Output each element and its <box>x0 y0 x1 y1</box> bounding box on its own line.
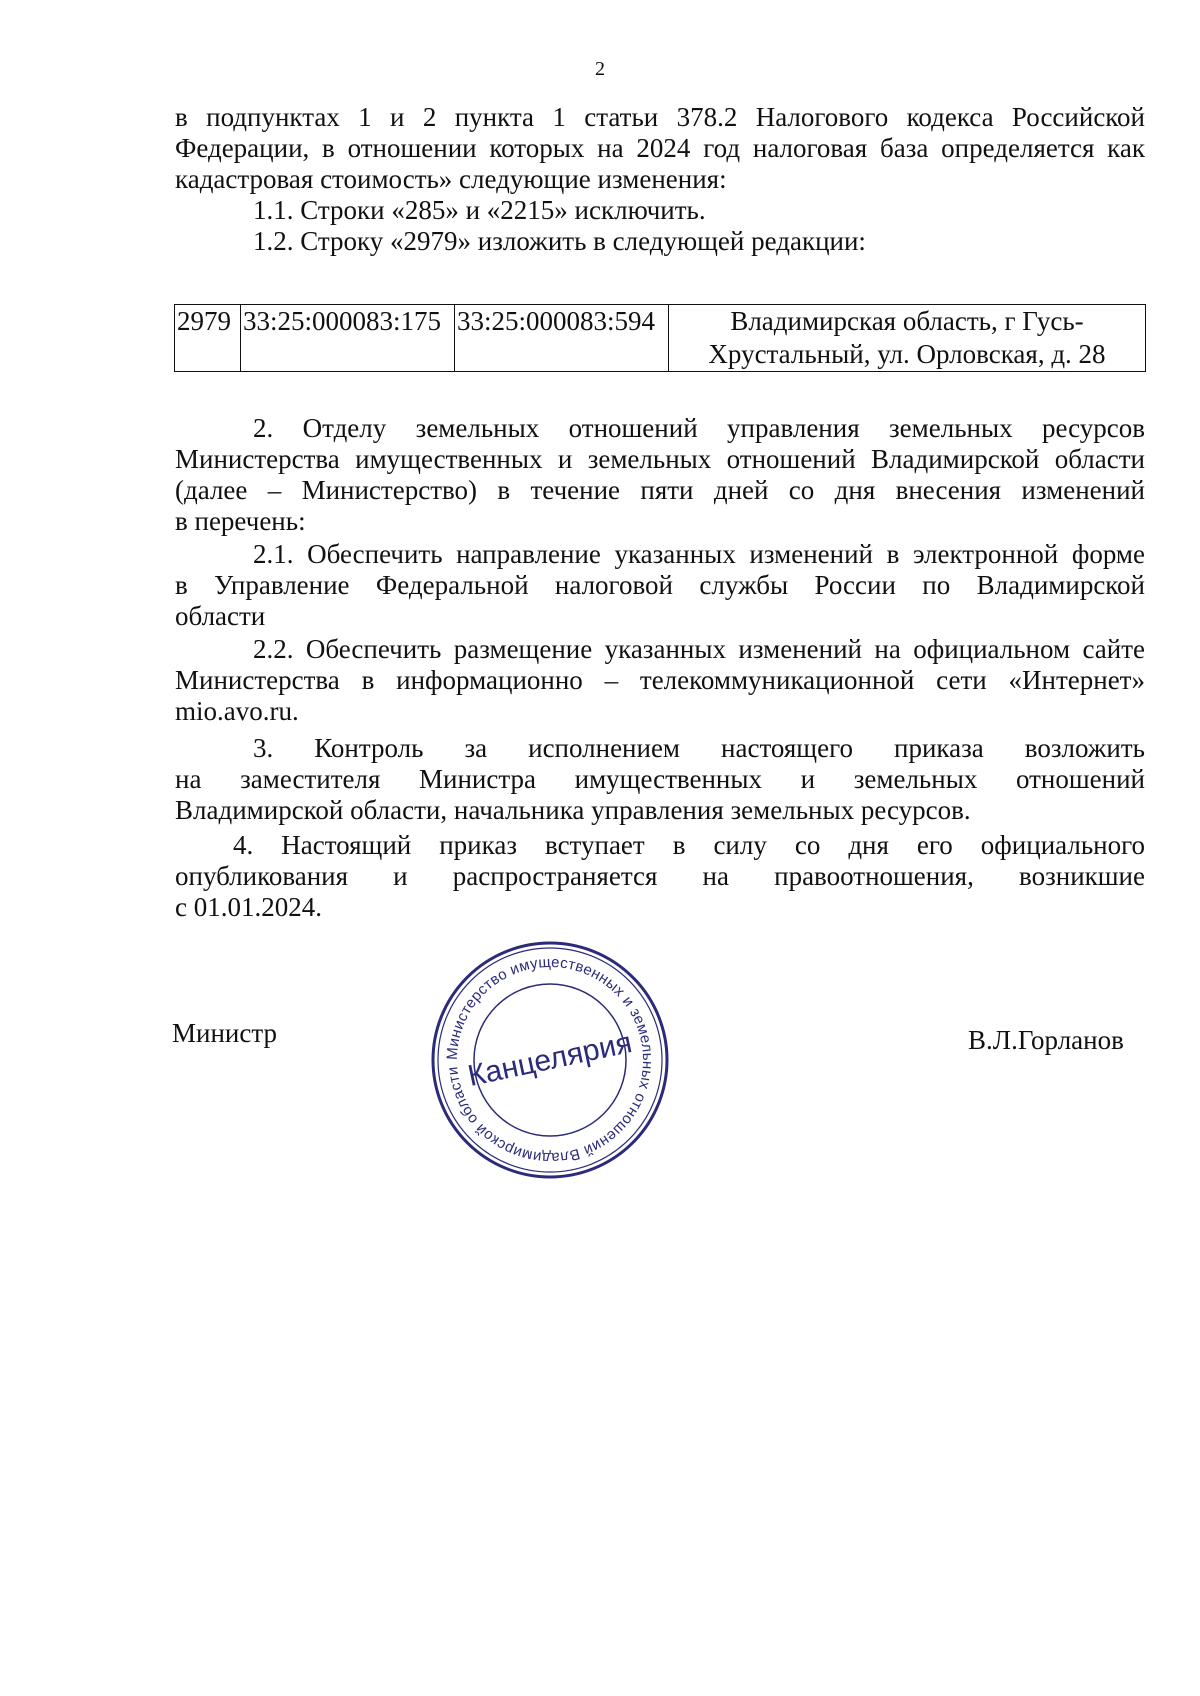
page-number: 2 <box>595 58 605 80</box>
section-4-line-1: 4. Настоящий приказ вступает в силу со дня его официального <box>233 830 1145 860</box>
section-2-line-1: 2. Отделу земельных отношений управления земельных ресурсов <box>253 413 1145 443</box>
section-3-line-1: 3. Контроль за исполнением настоящего приказа возложить <box>253 733 1145 763</box>
item-1-2: 1.2. Строку «2979» изложить в следующей редакции: <box>253 226 866 256</box>
intro-line-1: в подпунктах 1 и 2 пункта 1 статьи 378.2 Налогового кодекса Российской <box>175 102 1145 132</box>
cadastral-number-2: 33:25:000083:594 <box>455 305 669 372</box>
address-cell <box>669 305 1146 372</box>
signature-title: Министр <box>172 1018 277 1048</box>
section-4 <box>175 830 1145 923</box>
office-stamp <box>425 935 675 1185</box>
item-1-1: 1.1. Строки «285» и «2215» исключить. <box>253 195 706 225</box>
intro-line-2: Федерации, в отношении которых на 2024 год налоговая база определяется как <box>175 133 1145 163</box>
section-3 <box>175 733 1145 826</box>
address-line-1: Владимирская область, г Гусь- <box>730 306 1084 336</box>
intro-paragraph <box>175 102 1145 257</box>
section-2-2-line-3: mio.avo.ru. <box>175 696 299 726</box>
row-number: 2979 <box>175 305 241 372</box>
address-line-2: Хрустальный, ул. Орловская, д. 28 <box>708 339 1106 369</box>
section-2-2-line-1: 2.2. Обеспечить размещение указанных изменений на официальном сайте <box>253 634 1145 664</box>
section-2-line-4: в перечень: <box>175 506 306 536</box>
section-2-1 <box>175 539 1145 632</box>
stamp-seal <box>425 935 675 1185</box>
section-2-line-3: (далее – Министерство) в течение пяти дней со дня внесения изменений <box>175 475 1145 505</box>
intro-line-3: кадастровая стоимость» следующие изменения: <box>175 164 727 194</box>
table-row <box>175 305 1146 372</box>
signature-name: В.Л.Горланов <box>968 1025 1124 1055</box>
section-2-1-line-1: 2.1. Обеспечить направление указанных изменений в электронной форме <box>253 539 1145 569</box>
section-2-line-2: Министерства имущественных и земельных отношений Владимирской области <box>175 444 1145 474</box>
section-4-line-2: опубликования и распространяется на правоотношения, возникшие <box>175 861 1145 891</box>
stamp-ring-text: Министерство имущественных и земельных отношений Владимирской области <box>443 953 657 1167</box>
section-4-line-3: с 01.01.2024. <box>175 892 322 922</box>
section-3-line-2: на заместителя Министра имущественных и земельных отношений <box>175 764 1145 794</box>
section-2-1-line-2: в Управление Федеральной налоговой службы России по Владимирской <box>175 570 1145 600</box>
section-2-1-line-3: области <box>175 601 266 631</box>
section-2 <box>175 413 1145 537</box>
cadastral-table <box>174 304 1146 372</box>
section-2-2-line-2: Министерства в информационно – телекоммуникационной сети «Интернет» <box>175 665 1145 695</box>
stamp-center-text: Канцелярия <box>464 1026 635 1093</box>
section-3-line-3: Владимирской области, начальника управления земельных ресурсов. <box>175 795 971 825</box>
cadastral-number-1: 33:25:000083:175 <box>241 305 455 372</box>
section-2-2 <box>175 634 1145 727</box>
